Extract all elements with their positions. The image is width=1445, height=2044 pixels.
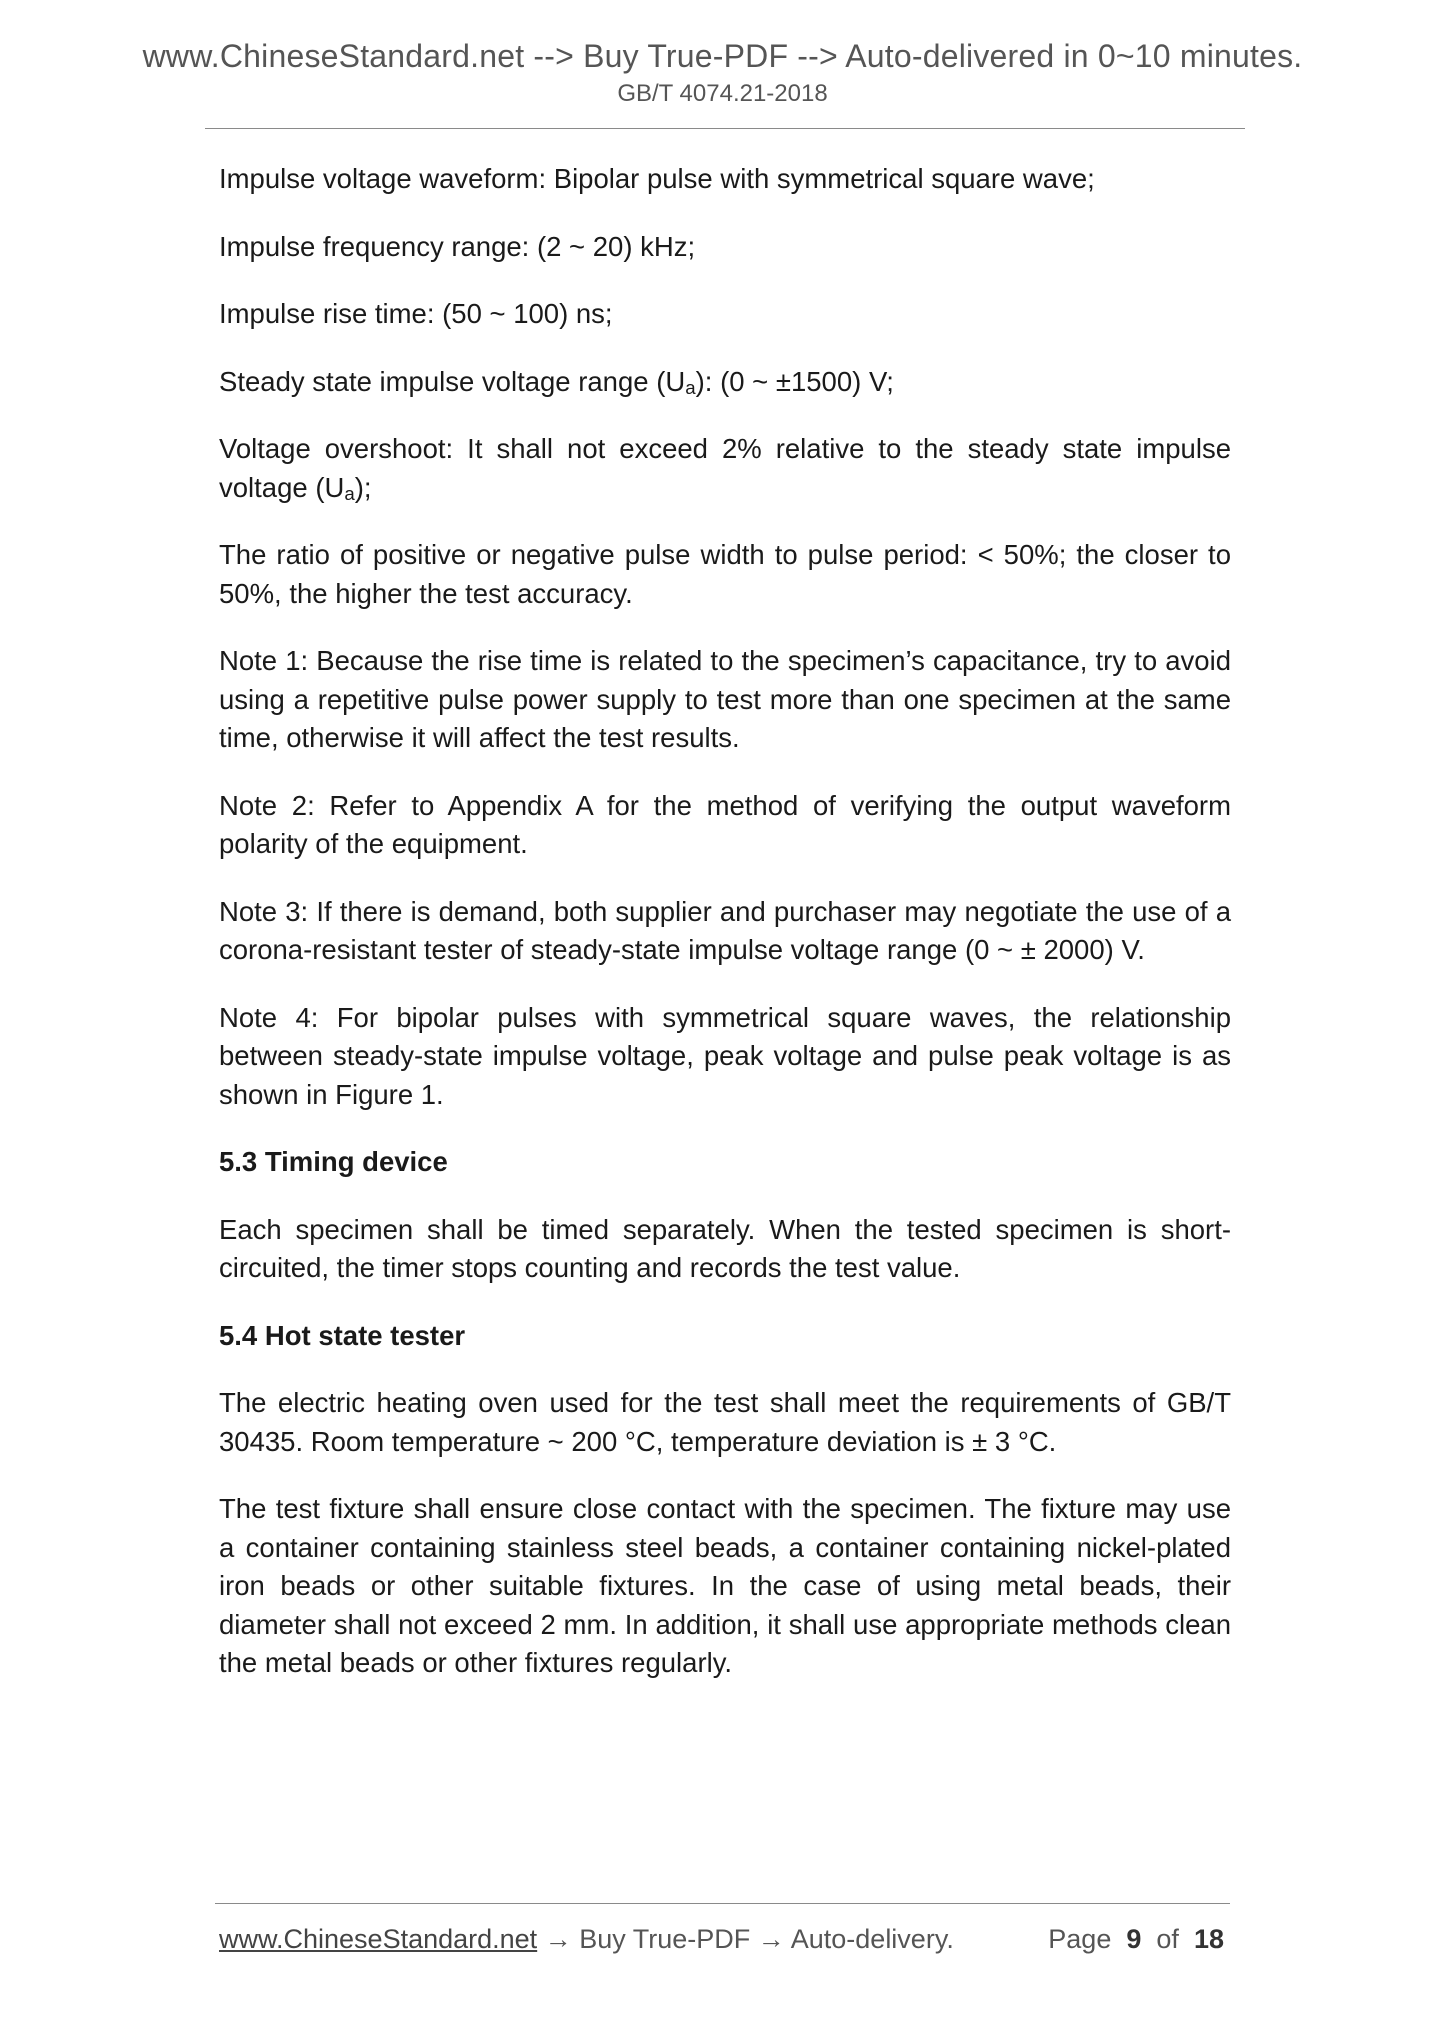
footer-divider: [215, 1903, 1230, 1904]
total-pages: 18: [1193, 1924, 1224, 1954]
paragraph-rise-time: Impulse rise time: (50 ~ 100) ns;: [219, 298, 613, 329]
paragraph-fixture: The test fixture shall ensure close contact with the specimen. The fixture may use a container containing stainless steel beads, a container containing nickel-plated iron beads or other suitable fixtures. In the case of using metal beads, their diameter shall not exceed 2 mm. In addition, it shall use appropriate methods clean the metal beads or other fixtures regularly.: [219, 1493, 1231, 1678]
note-4: Note 4: For bipolar pulses with symmetrical square waves, the relationship between steady-state impulse voltage, peak voltage and pulse peak voltage is as shown in Figure 1.: [219, 1001, 1231, 1110]
standard-number: GB/T 4074.21-2018: [617, 80, 828, 107]
page-footer: [219, 1924, 1224, 1955]
current-page: 9: [1126, 1924, 1142, 1954]
paragraph-waveform: Impulse voltage waveform: Bipolar pulse with symmetrical square wave;: [219, 163, 1095, 194]
paragraph-timing: Each specimen shall be timed separately. When the tested specimen is short-circuited, the timer stops counting and records the test value.: [219, 1213, 1231, 1283]
paragraph-pulse-ratio: The ratio of positive or negative pulse width to pulse period: < 50%; the closer to 50%, the higher the test accuracy.: [219, 539, 1231, 609]
heading-hot-state-tester: 5.4 Hot state tester: [219, 1319, 466, 1351]
heading-timing-device: 5.3 Timing device: [219, 1146, 448, 1177]
site-banner: www.ChineseStandard.net --> Buy True-PDF --> Auto-delivered in 0~10 minutes.: [142, 38, 1303, 74]
paragraph-frequency: Impulse frequency range: (2 ~ 20) kHz;: [219, 230, 696, 262]
paragraph-overshoot: Voltage overshoot: It shall not exceed 2% relative to the steady state impulse voltage $(U_a)$;: [219, 433, 1231, 504]
paragraph-oven: The electric heating oven used for the test shall meet the requirements of GB/T 30435. Room temperature ~ 200 °C, temperature deviation is ± 3 °C.: [219, 1387, 1231, 1457]
page-indicator: Page 9 of 18: [1048, 1924, 1224, 1954]
paragraph-voltage-range: Steady state impulse voltage range $(U_a)$: (0 ~ ±1500) V;: [219, 365, 894, 398]
note-3: Note 3: If there is demand, both supplier and purchaser may negotiate the use of a corona-resistant tester of steady-state impulse voltage range (0 ~ ± 2000) V.: [219, 895, 1231, 965]
header-divider: [205, 128, 1245, 129]
document-body: [219, 160, 1231, 1712]
note-2: Note 2: Refer to Appendix A for the method of verifying the output waveform polarity of the equipment.: [219, 789, 1231, 859]
note-1: Note 1: Because the rise time is related to the specimen’s capacitance, try to avoid using a repetitive pulse power supply to test more than one specimen at the same time, otherwise it will affect the test results.: [219, 645, 1231, 753]
footer-tagline: → Buy True-PDF → Auto-delivery.: [537, 1924, 954, 1954]
footer-site-link[interactable]: www.ChineseStandard.net: [219, 1924, 538, 1954]
